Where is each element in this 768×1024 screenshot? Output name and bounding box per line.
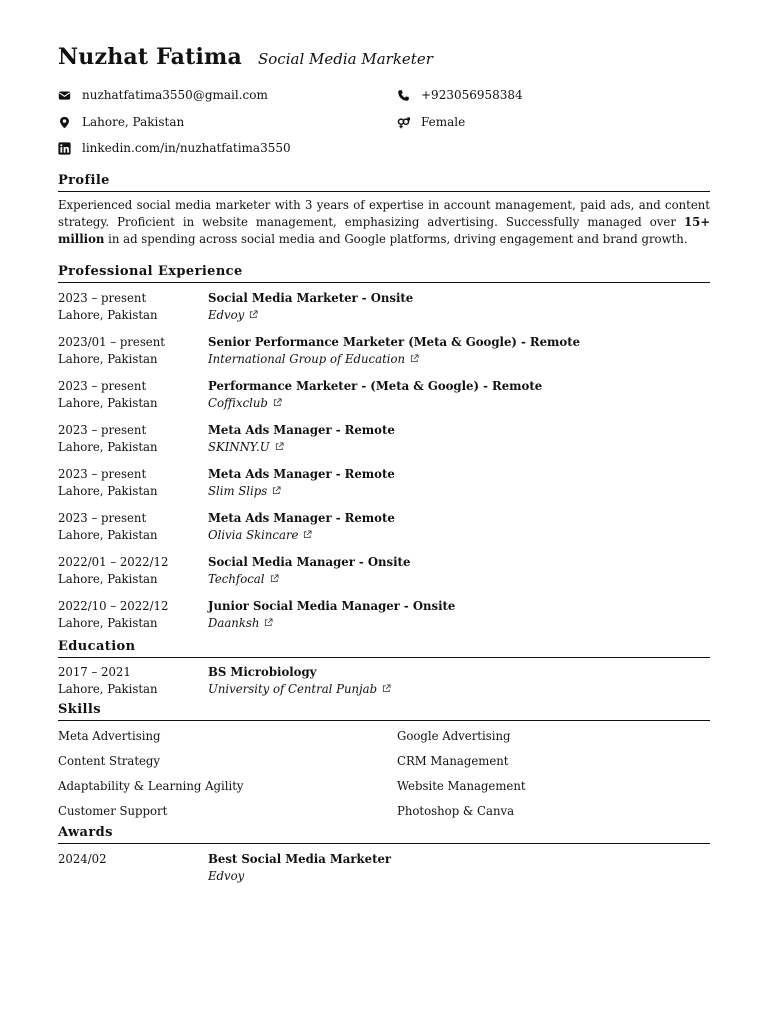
profile-highlight: 15+ million: [58, 215, 710, 246]
education-entry: [58, 664, 710, 700]
work-mode: - Remote: [479, 379, 543, 393]
experience-dates: 2022/10 – 2022/12: [58, 599, 169, 613]
employer-name: Coffixclub: [208, 395, 268, 410]
experience-role: [208, 334, 710, 351]
employer-name: Techfocal: [208, 571, 265, 586]
skills-heading: Skills: [58, 702, 710, 721]
award-issuer: Edvoy: [208, 868, 245, 883]
education-details: [208, 664, 710, 700]
experience-entry: [58, 598, 710, 642]
role-title: Junior Social Media Manager: [208, 599, 400, 613]
experience-details: [208, 290, 710, 334]
employer-name: SKINNY.U: [208, 439, 270, 454]
employer-link[interactable]: [208, 615, 710, 632]
contact-email[interactable]: [58, 86, 268, 104]
gender-icon: [397, 116, 410, 129]
location-text: Lahore, Pakistan: [82, 115, 185, 129]
experience-meta: [58, 598, 208, 642]
header: [58, 44, 710, 80]
job-title: Social Media Marketer: [258, 50, 433, 68]
profile-text-part: Experienced social media marketer with 3 years of expertise in account management, paid ads, and content strategy. Proficient in website management, emphasizing advertising. Successfully managed over: [58, 198, 710, 229]
experience-details: [208, 554, 710, 598]
employer-name: Daanksh: [208, 615, 260, 630]
experience-location: Lahore, Pakistan: [58, 395, 158, 410]
external-link-icon: [275, 442, 284, 451]
role-title: Social Media Marketer: [208, 291, 358, 305]
employer-link[interactable]: [208, 307, 710, 324]
experience-list: [58, 290, 710, 642]
employer-name: Slim Slips: [208, 483, 268, 498]
experience-dates: 2023 – present: [58, 423, 147, 437]
linkedin-icon: [58, 142, 71, 155]
envelope-icon: [58, 89, 71, 102]
work-mode: - Onsite: [357, 291, 414, 305]
role-title: Senior Performance Marketer (Meta & Google): [208, 335, 517, 349]
experience-details: [208, 466, 710, 510]
employer-link[interactable]: [208, 351, 710, 368]
experience-role: [208, 290, 710, 307]
skill-item: Adaptability & Learning Agility: [58, 779, 244, 793]
employer-link[interactable]: [208, 483, 710, 500]
experience-meta: [58, 334, 208, 378]
resume-page: [58, 44, 710, 887]
experience-dates: 2023/01 – present: [58, 335, 165, 349]
work-mode: - Remote: [516, 335, 581, 349]
phone-icon: [397, 89, 410, 102]
role-title: Meta Ads Manager: [208, 511, 332, 525]
experience-entry: [58, 466, 710, 510]
experience-entry: [58, 334, 710, 378]
external-link-icon: [272, 486, 281, 495]
profile-text: [58, 197, 710, 248]
experience-entry: [58, 290, 710, 334]
employer-link[interactable]: [208, 395, 710, 412]
experience-role: [208, 510, 710, 527]
experience-dates: 2023 – present: [58, 291, 147, 305]
contact-phone[interactable]: [397, 86, 523, 104]
map-pin-icon: [58, 116, 71, 129]
external-link-icon: [264, 618, 273, 627]
gender-text: Female: [421, 115, 466, 129]
awards-section: [58, 825, 710, 887]
experience-location: Lahore, Pakistan: [58, 615, 158, 630]
employer-link[interactable]: [208, 439, 710, 456]
skills-section: [58, 702, 710, 827]
experience-entry: [58, 510, 710, 554]
experience-meta: [58, 554, 208, 598]
experience-location: Lahore, Pakistan: [58, 571, 158, 586]
experience-location: Lahore, Pakistan: [58, 527, 158, 542]
school-name: University of Central Punjab: [208, 681, 378, 696]
employer-link[interactable]: [208, 571, 710, 588]
experience-role: [208, 466, 710, 483]
external-link-icon: [270, 574, 279, 583]
employer-link[interactable]: [208, 527, 710, 544]
work-mode: - Remote: [331, 511, 395, 525]
contact-gender: [397, 113, 465, 131]
experience-section: [58, 264, 710, 642]
skill-item: Google Advertising: [397, 729, 511, 743]
experience-dates: 2022/01 – 2022/12: [58, 555, 169, 569]
employer-name: Olivia Skincare: [208, 527, 299, 542]
work-mode: - Remote: [331, 467, 395, 481]
profile-heading: Profile: [58, 173, 710, 192]
contact-location: [58, 113, 184, 131]
experience-details: [208, 510, 710, 554]
experience-location: Lahore, Pakistan: [58, 351, 158, 366]
role-title: Meta Ads Manager: [208, 467, 332, 481]
person-name: Nuzhat Fatima: [58, 44, 242, 70]
experience-role: [208, 598, 710, 615]
experience-dates: 2023 – present: [58, 511, 147, 525]
experience-entry: [58, 554, 710, 598]
external-link-icon: [303, 530, 312, 539]
external-link-icon: [249, 310, 258, 319]
award-details: [208, 851, 710, 887]
experience-role: [208, 378, 710, 395]
skill-item: Meta Advertising: [58, 729, 161, 743]
experience-location: Lahore, Pakistan: [58, 307, 158, 322]
profile-section: [58, 173, 710, 248]
school-link[interactable]: [208, 681, 710, 698]
contact-info: [58, 86, 710, 161]
awards-list: [58, 851, 710, 887]
employer-name: International Group of Education: [208, 351, 406, 366]
experience-role: [208, 554, 710, 571]
role-title: Social Media Manager: [208, 555, 355, 569]
education-section: [58, 639, 710, 700]
skill-item: Website Management: [397, 779, 526, 793]
experience-meta: [58, 510, 208, 554]
email-text: nuzhatfatima3550@gmail.com: [82, 88, 268, 102]
experience-entry: [58, 378, 710, 422]
education-list: [58, 664, 710, 700]
experience-meta: [58, 466, 208, 510]
experience-role: [208, 422, 710, 439]
award-entry: [58, 851, 710, 887]
education-heading: Education: [58, 639, 710, 658]
experience-location: Lahore, Pakistan: [58, 439, 158, 454]
profile-text-part: in ad spending across social media and Google platforms, driving engagement and brand growth.: [104, 232, 688, 246]
employer-name: Edvoy: [208, 307, 245, 322]
award-title: Best Social Media Marketer: [208, 852, 392, 866]
award-date: 2024/02: [58, 852, 107, 866]
external-link-icon: [273, 398, 282, 407]
linkedin-text: linkedin.com/in/nuzhatfatima3550: [82, 141, 291, 155]
skill-item: Photoshop & Canva: [397, 804, 515, 818]
education-meta: [58, 664, 208, 700]
education-dates: 2017 – 2021: [58, 665, 131, 679]
experience-details: [208, 334, 710, 378]
experience-details: [208, 378, 710, 422]
education-location: Lahore, Pakistan: [58, 681, 158, 696]
skill-item: Content Strategy: [58, 754, 161, 768]
awards-heading: Awards: [58, 825, 710, 844]
experience-dates: 2023 – present: [58, 379, 147, 393]
experience-details: [208, 422, 710, 466]
external-link-icon: [382, 684, 391, 693]
experience-meta: [58, 290, 208, 334]
experience-meta: [58, 378, 208, 422]
experience-details: [208, 598, 710, 642]
role-title: Performance Marketer - (Meta & Google): [208, 379, 480, 393]
external-link-icon: [410, 354, 419, 363]
work-mode: - Remote: [331, 423, 395, 437]
skill-item: Customer Support: [58, 804, 168, 818]
experience-location: Lahore, Pakistan: [58, 483, 158, 498]
experience-heading: Professional Experience: [58, 264, 710, 283]
contact-linkedin[interactable]: [58, 139, 291, 157]
skills-grid: [58, 727, 710, 827]
experience-entry: [58, 422, 710, 466]
phone-text: +923056958384: [421, 88, 523, 102]
work-mode: - Onsite: [354, 555, 411, 569]
role-title: Meta Ads Manager: [208, 423, 332, 437]
experience-meta: [58, 422, 208, 466]
degree: BS Microbiology: [208, 665, 317, 679]
skill-item: CRM Management: [397, 754, 509, 768]
experience-dates: 2023 – present: [58, 467, 147, 481]
work-mode: - Onsite: [399, 599, 456, 613]
